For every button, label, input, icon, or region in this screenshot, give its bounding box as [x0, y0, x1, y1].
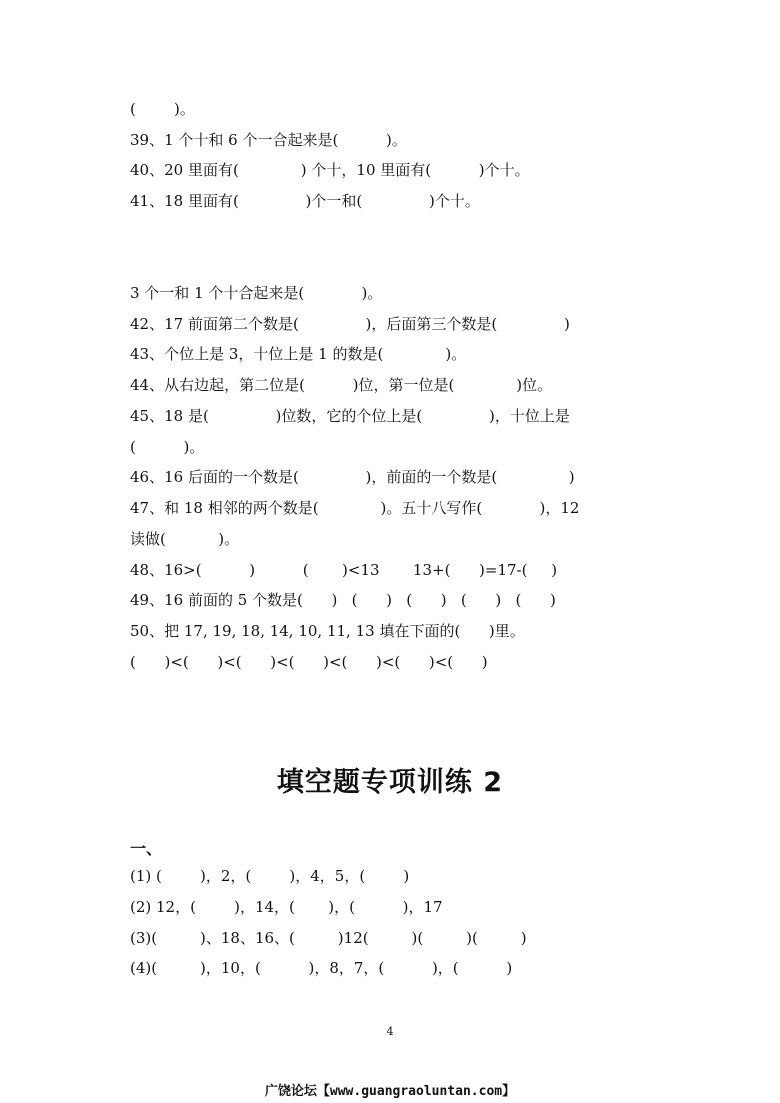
question-46: 46、16 后面的一个数是( )，前面的一个数是( )	[130, 468, 575, 486]
footer-watermark: 广饶论坛【www.guangraoluntan.com】	[264, 1084, 516, 1099]
question-45: 45、18 是( )位数，它的个位上是( )，十位上是	[130, 407, 570, 425]
question-41: 41、18 里面有( )个一和( )个十。	[130, 192, 480, 210]
question-39: 39、1 个十和 6 个一合起来是( )。	[130, 131, 407, 149]
question-47: 47、和 18 相邻的两个数是( )。五十八写作( )，12	[130, 499, 580, 517]
question-45-continuation: ( )。	[130, 438, 205, 456]
exercise-4: (4)( )，10，( )，8，7，( )，( )	[130, 959, 513, 977]
page-title: 填空题专项训练 2	[276, 767, 504, 798]
question-42: 42、17 前面第二个数是( )，后面第三个数是( )	[130, 315, 570, 333]
exercise-1: (1) ( )，2，( )，4，5，( )	[130, 867, 410, 885]
section-heading: 一、	[130, 839, 163, 858]
question-44: 44、从右边起，第二位是( )位，第一位是( )位。	[130, 376, 553, 394]
question-ones-tens-line: 3 个一和 1 个十合起来是( )。	[130, 284, 383, 302]
exercise-3: (3)( )、18、16、( )12( )( )( )	[130, 929, 527, 947]
question-47-continuation: 读做( )。	[130, 530, 240, 548]
question-50: 50、把 17, 19, 18, 14, 10, 11, 13 填在下面的( )里。	[130, 622, 525, 640]
page-number: 4	[386, 1025, 394, 1038]
question-43: 43、个位上是 3，十位上是 1 的数是( )。	[130, 345, 467, 363]
exercise-2: (2) 12，( )，14，( )，( )，17	[130, 898, 443, 916]
question-48: 48、16>( ) ( )<13 13+( )=17-( )	[130, 561, 558, 579]
question-continuation-line: ( )。	[130, 100, 195, 118]
question-50-ordering-blanks: ( )<( )<( )<( )<( )<( )<( )	[130, 653, 488, 671]
question-49: 49、16 前面的 5 个数是( ) ( ) ( ) ( ) ( )	[130, 591, 556, 609]
question-40: 40、20 里面有( ) 个十，10 里面有( )个十。	[130, 161, 530, 179]
